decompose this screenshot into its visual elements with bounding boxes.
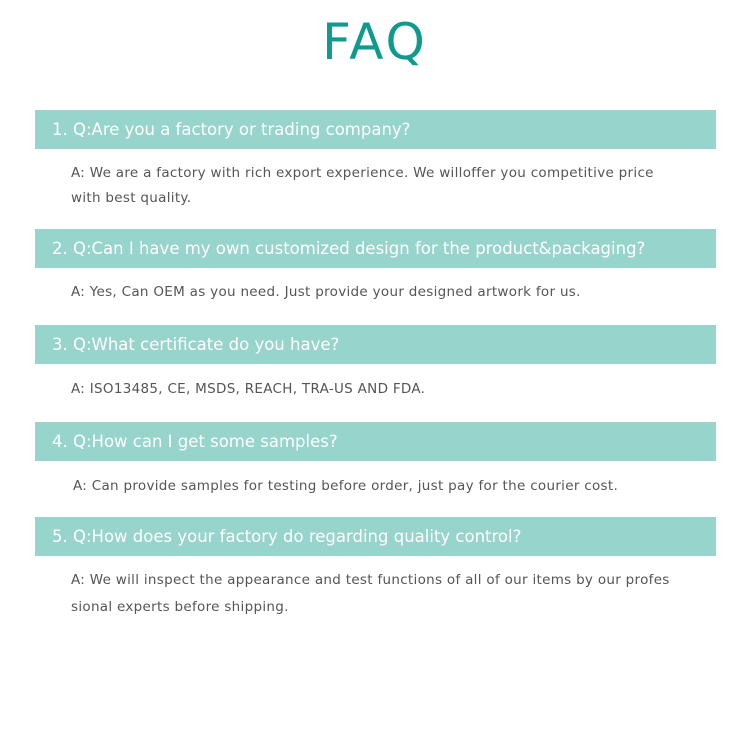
faq-question-5: 5. Q:How does your factory do regarding quality control?	[35, 517, 716, 556]
faq-answer-1	[71, 161, 671, 211]
faq-answer-2-line-1: A: Yes, Can OEM as you need. Just provide your designed artwork for us.	[71, 284, 581, 300]
faq-answer-5-line-2: sional experts before shipping.	[71, 599, 289, 615]
faq-answer-5	[71, 568, 671, 620]
faq-question-3: 3. Q:What certificate do you have?	[35, 325, 716, 364]
faq-answer-3	[71, 377, 671, 402]
faq-answer-1-line-2: with best quality.	[71, 190, 192, 206]
faq-answer-5-line-1: A: We will inspect the appearance and test functions of all of our items by our profes	[71, 572, 670, 588]
faq-question-4: 4. Q:How can I get some samples?	[35, 422, 716, 461]
faq-answer-2	[71, 280, 671, 305]
faq-answer-4-line-1: A: Can provide samples for testing before order, just pay for the courier cost.	[73, 478, 619, 494]
page-title: FAQ	[322, 13, 428, 71]
faq-answer-3-line-1: A: ISO13485, CE, MSDS, REACH, TRA-US AND FDA.	[71, 381, 426, 397]
faq-question-2: 2. Q:Can I have my own customized design for the product&packaging?	[35, 229, 716, 268]
faq-question-1: 1. Q:Are you a factory or trading company?	[35, 110, 716, 149]
faq-answer-1-line-1: A: We are a factory with rich export experience. We willoffer you competitive price	[71, 165, 654, 181]
faq-answer-4	[73, 474, 673, 499]
